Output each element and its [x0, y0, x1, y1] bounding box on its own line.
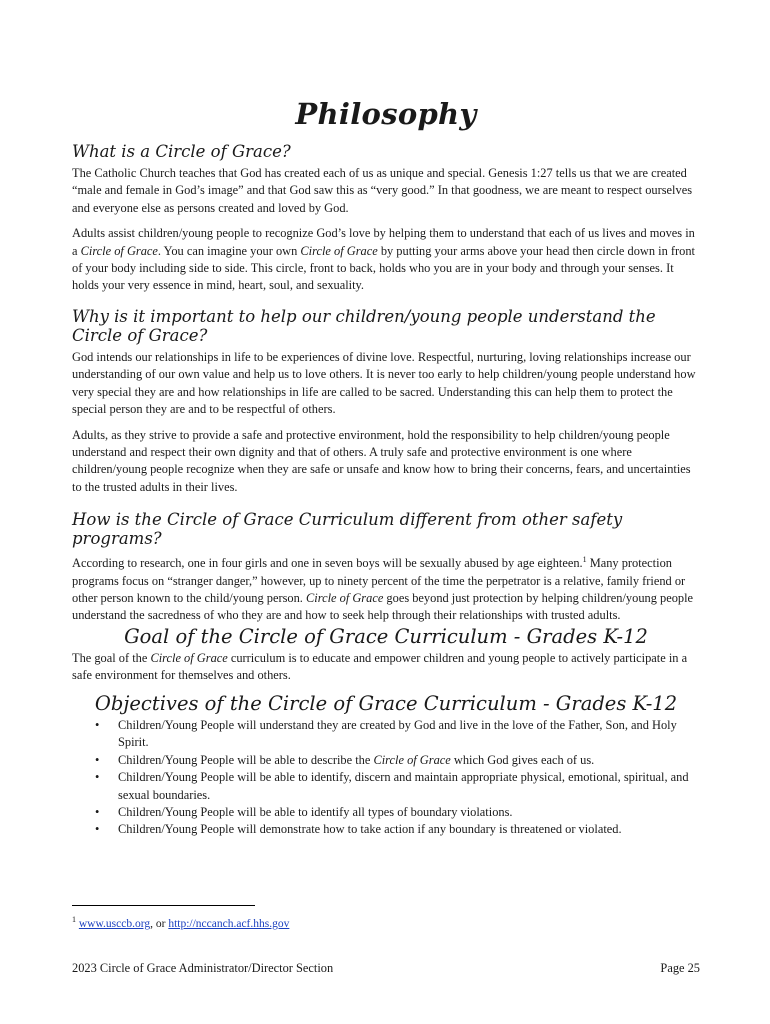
paragraph: The goal of the Circle of Grace curriculum is to educate and empower children and young people to actively participate in a safe environment for themselves and others.: [72, 651, 688, 683]
emphasis: Circle of Grace: [373, 752, 451, 767]
section-how-different: [72, 510, 700, 625]
page-title: Philosophy: [295, 97, 477, 131]
section-heading: Why is it important to help our children/young people understand the Circle of Grace?: [72, 307, 656, 345]
page-number: Page 25: [660, 961, 700, 975]
list-item: • Children/Young People will understand they are created by God and live in the love of the Father, Son, and Holy Spirit.: [118, 717, 700, 752]
list-item: • Children/Young People will be able to identify, discern and maintain appropriate physical, emotional, spiritual, and sexual boundaries.: [118, 769, 700, 804]
objectives-list: [72, 717, 700, 839]
list-item: • Children/Young People will be able to describe the Circle of Grace which God gives each of us.: [118, 752, 700, 769]
footnote: $^1$ www.usccb.org, or http://nccanch.acf.hhs.gov: [72, 915, 290, 930]
emphasis: Circle of Grace: [150, 651, 228, 665]
section-heading: Objectives of the Circle of Grace Curriculum - Grades K-12: [94, 692, 678, 715]
paragraph: The Catholic Church teaches that God has created each of us as unique and special. Genesis 1:27 tells us that we are created “male and female in God’s image” and that God saw this as “very good.” In that goodness, we are meant to respect ourselves and everyone else as persons created and loved by God.: [72, 166, 693, 215]
list-item: • Children/Young People will demonstrate how to take action if any boundary is threatened or violated.: [118, 821, 700, 838]
section-why-important: [72, 307, 700, 496]
section-objectives: [72, 692, 700, 839]
paragraph: According to research, one in four girls and one in seven boys will be sexually abused by age eighteen.$^1$ Many protection programs focus on “stranger danger,” however, up to ninety percent of the time the perpetrator is a relative, family friend or other person known to the child/young person. Circle of Grace goes beyond just protection by helping children/young people understand the sacredness of who they are and how to seek help through their relationships with trusted adults.: [72, 555, 694, 623]
section-heading: How is the Circle of Grace Curriculum different from other safety programs?: [72, 510, 623, 548]
emphasis: Circle of Grace: [306, 590, 384, 605]
footnote-ref: 1: [582, 555, 587, 564]
list-item: • Children/Young People will be able to identify all types of boundary violations.: [118, 804, 700, 821]
usccb-link[interactable]: www.usccb.org: [78, 917, 151, 930]
section-heading: What is a Circle of Grace?: [72, 142, 291, 161]
paragraph: Adults, as they strive to provide a safe and protective environment, hold the responsibility to help children/young people understand and respect their own dignity and that of others. A truly safe and protective environment is one where children/young people recognize when they are safe or unsafe and know how to bring their concerns, fears, and uncertainties to the trusted adults in their lives.: [72, 427, 691, 494]
emphasis: Circle of Grace: [80, 243, 158, 258]
footnote-divider: [72, 905, 255, 906]
section-goal: [72, 625, 700, 685]
page-footer: [72, 961, 700, 976]
paragraph: God intends our relationships in life to be experiences of divine love. Respectful, nurturing, loving relationships increase our understanding of our own value and help us to love others. It is never too early to help children/young people understand how very special they are and how relationships in life are called to be sacred. Understanding this can help them to protect the special person they are and to be respectful of others.: [72, 350, 696, 417]
nccanch-link[interactable]: http://nccanch.acf.hhs.gov: [168, 917, 290, 930]
footer-left: 2023 Circle of Grace Administrator/Director Section: [72, 961, 334, 975]
paragraph: Adults assist children/young people to recognize God’s love by helping them to understand that each of us lives and moves in a Circle of Grace. You can imagine your own Circle of Grace by putting your arms above your head then circle down in front of your body including side to side. This circle, front to back, holds who you are in your body and through your senses. It holds your very essence in mind, heart, soul, and sexuality.: [72, 226, 695, 293]
section-what-is: [72, 142, 700, 295]
section-heading: Goal of the Circle of Grace Curriculum - Grades K-12: [124, 625, 648, 648]
footnote-number: 1: [72, 915, 76, 924]
emphasis: Circle of Grace: [300, 243, 378, 258]
